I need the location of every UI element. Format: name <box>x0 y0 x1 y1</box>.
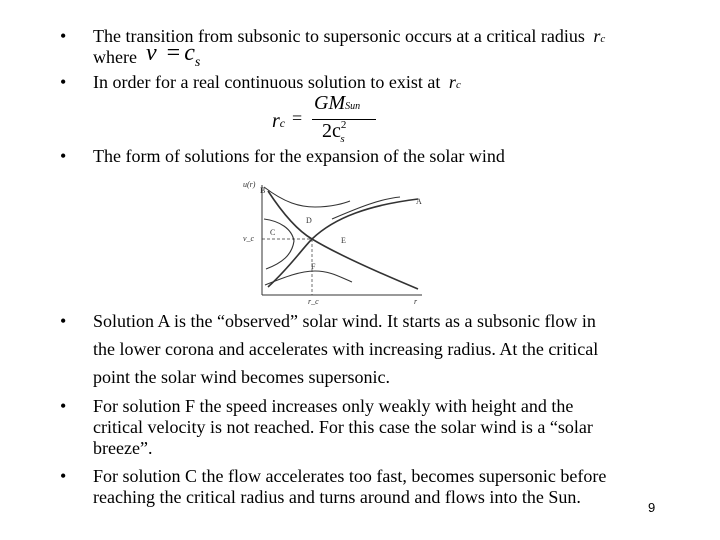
bullet-1-text: The transition from subsonic to supersonic occurs at a critical radius <box>93 26 585 46</box>
bullet-marker: • <box>60 146 67 166</box>
equation-denominator: $2c^2_s$ <box>322 119 347 145</box>
label-D: D <box>306 216 312 225</box>
solar-wind-solutions-figure <box>240 177 440 307</box>
critical-radius-label: r_c <box>308 297 319 306</box>
curve-C <box>264 219 294 269</box>
bullet-1-line-2 <box>93 47 137 67</box>
bullet-2: In order for a real continuous solution to exist at rc <box>93 72 461 92</box>
bullet-3: The form of solutions for the expansion of the solar wind <box>93 146 505 166</box>
curve-D <box>332 197 400 219</box>
label-C: C <box>270 228 276 237</box>
bullet-marker: • <box>60 72 67 92</box>
bullet-marker: • <box>60 396 67 416</box>
label-F: F <box>311 262 316 271</box>
equation-numerator: GMSun <box>314 92 361 114</box>
where-text: where <box>93 47 137 67</box>
page-number: 9 <box>648 500 656 515</box>
rc-symbol: rc <box>593 26 606 46</box>
label-B: B <box>260 186 266 195</box>
critical-radius-equation: rc = GMSun $2c^2_s$ <box>272 92 382 148</box>
v-equals-cs-equation: $v = c_s$ <box>146 40 201 70</box>
bullet-marker: • <box>60 26 67 46</box>
label-A: A <box>416 197 422 206</box>
y-axis-label: u(r) <box>243 180 256 189</box>
x-axis-label: r <box>414 297 418 306</box>
rc-symbol: rc <box>448 72 461 92</box>
critical-velocity-label: v_c <box>243 234 255 243</box>
bullet-marker: • <box>60 311 67 331</box>
label-E: E <box>341 236 346 245</box>
bullet-marker: • <box>60 466 67 486</box>
